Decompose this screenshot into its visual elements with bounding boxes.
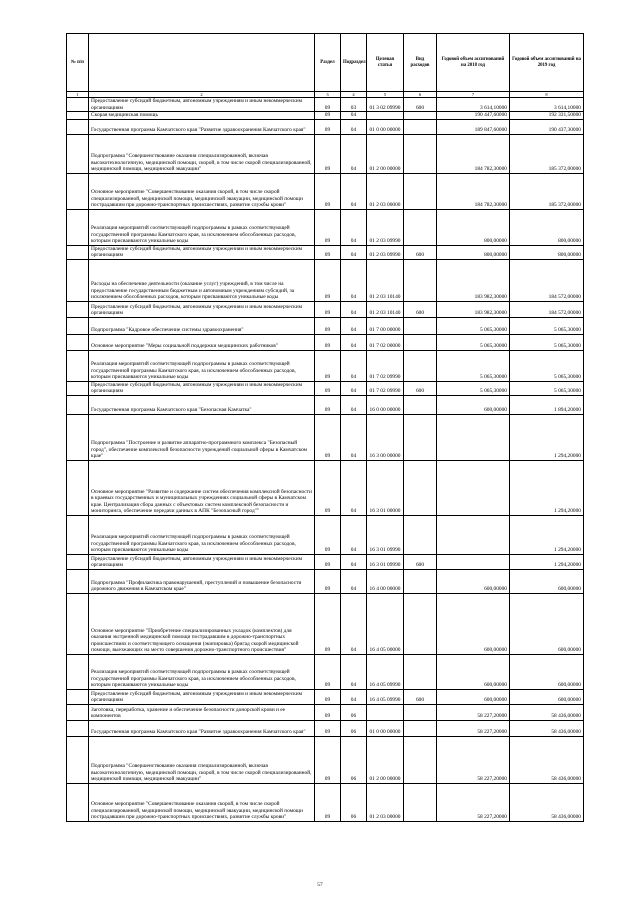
cell-name: Реализация мероприятий соответствующей подпрограммы в рамках соответствующей государственной программы Камчатского края, за исключением обособленных расходов, которым присваиваются уникальные коды bbox=[89, 209, 315, 245]
table-row bbox=[67, 593, 584, 654]
header-year-2018: Годовой объем ассигнований на 2018 год bbox=[437, 34, 510, 92]
page-number: 57 bbox=[317, 882, 323, 888]
cell-podrazdel: 04 bbox=[341, 301, 367, 317]
cell-name: Предоставление субсидий бюджетным, автономным учреждениям и иным некоммерческим организациям bbox=[89, 301, 315, 317]
cell-expense-type bbox=[404, 395, 437, 414]
cell-podrazdel: 04 bbox=[341, 350, 367, 381]
cell-year-2019: 800,00000 bbox=[510, 245, 584, 259]
cell-expense-type bbox=[404, 119, 437, 134]
header-num: № п/п bbox=[67, 34, 89, 92]
cell-target-article: 16 3 01 00000 bbox=[367, 460, 404, 515]
cell-razdel: 09 bbox=[315, 119, 341, 134]
cell-expense-type bbox=[404, 334, 437, 350]
cell-target-article: 01 2 03 09990 bbox=[367, 209, 404, 245]
cell-razdel: 09 bbox=[315, 334, 341, 350]
cell-year-2018: 5 065,30000 bbox=[437, 317, 510, 334]
cell-razdel: 09 bbox=[315, 554, 341, 569]
cell-year-2019: 5 065,30000 bbox=[510, 334, 584, 350]
table-row bbox=[67, 334, 584, 350]
table-row bbox=[67, 134, 584, 173]
cell-razdel: 09 bbox=[315, 209, 341, 245]
cell-num bbox=[67, 783, 89, 821]
table-row bbox=[67, 783, 584, 821]
cell-year-2018: 600,00000 bbox=[437, 593, 510, 654]
cell-expense-type: 600 bbox=[404, 381, 437, 395]
cell-expense-type bbox=[404, 460, 437, 515]
cell-name: Реализация мероприятий соответствующей подпрограммы в рамках соответствующей государственной программы Камчатского края, за исключением обособленных расходов, которым присваиваются уникальные коды bbox=[89, 515, 315, 554]
cell-razdel: 09 bbox=[315, 317, 341, 334]
cell-name: Реализация мероприятий соответствующей подпрограммы в рамках соответствующей государственной программы Камчатского края, за исключением обособленных расходов, которым присваиваются уникальные коды bbox=[89, 350, 315, 381]
cell-razdel: 09 bbox=[315, 245, 341, 259]
cell-target-article: 01 2 03 10140 bbox=[367, 301, 404, 317]
cell-name: Подпрограмма "Профилактика правонарушений, преступлений и повышение безопасности дорожного движения в Камчатском крае" bbox=[89, 569, 315, 593]
cell-target-article: 01 2 03 09990 bbox=[367, 245, 404, 259]
cell-year-2019: 58 436,00000 bbox=[510, 720, 584, 736]
table-row bbox=[67, 245, 584, 259]
cell-year-2018: 5 065,30000 bbox=[437, 334, 510, 350]
cell-podrazdel: 04 bbox=[341, 173, 367, 209]
column-number: 8 bbox=[510, 92, 584, 98]
cell-razdel: 09 bbox=[315, 98, 341, 112]
cell-expense-type bbox=[404, 317, 437, 334]
cell-expense-type bbox=[404, 654, 437, 689]
cell-name: Заготовка, переработка, хранение и обеспечение безопасности донорской крови и ее компонентов bbox=[89, 704, 315, 720]
cell-year-2018: 190 447,60000 bbox=[437, 112, 510, 120]
cell-num bbox=[67, 515, 89, 554]
cell-podrazdel: 04 bbox=[341, 689, 367, 704]
cell-num bbox=[67, 317, 89, 334]
cell-razdel: 09 bbox=[315, 736, 341, 783]
cell-year-2019: 600,00000 bbox=[510, 689, 584, 704]
cell-razdel: 09 bbox=[315, 301, 341, 317]
cell-num bbox=[67, 134, 89, 173]
table-row bbox=[67, 515, 584, 554]
cell-podrazdel: 04 bbox=[341, 119, 367, 134]
column-number: 5 bbox=[367, 92, 404, 98]
cell-razdel: 09 bbox=[315, 112, 341, 120]
cell-year-2018: 183 982,30000 bbox=[437, 259, 510, 301]
column-number: 3 bbox=[315, 92, 341, 98]
cell-num bbox=[67, 209, 89, 245]
cell-year-2019: 1 294,20000 bbox=[510, 515, 584, 554]
cell-target-article bbox=[367, 112, 404, 120]
header-year-2019: Годовой объем ассигнований на 2019 год bbox=[510, 34, 584, 92]
cell-year-2019: 1 894,20000 bbox=[510, 395, 584, 414]
cell-name: Основное мероприятие "Развитие и содержание систем обеспечения комплексной безопасности в краевых государственных и муниципальных учреждениях социальной сферы в Камчатском крае. Централизация сбора данных с объектовых систем комплексной безопасности и мониторинга, обеспечение передачи данных в АПК "Безопасный город"" bbox=[89, 460, 315, 515]
cell-podrazdel: 04 bbox=[341, 334, 367, 350]
cell-num bbox=[67, 736, 89, 783]
budget-table bbox=[66, 33, 584, 822]
cell-expense-type: 600 bbox=[404, 98, 437, 112]
cell-razdel: 09 bbox=[315, 654, 341, 689]
cell-razdel: 09 bbox=[315, 134, 341, 173]
cell-year-2019: 1 294,20000 bbox=[510, 554, 584, 569]
cell-name: Государственная программа Камчатского края "Развитие здравоохранения Камчатского края" bbox=[89, 119, 315, 134]
cell-target-article: 01 7 02 00000 bbox=[367, 334, 404, 350]
cell-num bbox=[67, 119, 89, 134]
cell-name: Основное мероприятие "Совершенствование оказания скорой, в том числе скорой специализированной, медицинской помощи, медицинской эвакуации, медицинской помощи пострадавшим при дорожно-транспортных происшествиях, развитие службы крови" bbox=[89, 173, 315, 209]
table-row bbox=[67, 554, 584, 569]
cell-target-article: 01 7 02 09990 bbox=[367, 381, 404, 395]
cell-num bbox=[67, 689, 89, 704]
cell-podrazdel: 04 bbox=[341, 259, 367, 301]
cell-name: Подпрограмма "Совершенствование оказания специализированной, включая высокотехнологичную, медицинской помощи, скорой, в том числе скорой специализированной, медицинской помощи, медицинской эвакуации" bbox=[89, 736, 315, 783]
cell-podrazdel: 04 bbox=[341, 593, 367, 654]
cell-year-2018: 5 065,30000 bbox=[437, 381, 510, 395]
table-row bbox=[67, 460, 584, 515]
cell-year-2018: 800,00000 bbox=[437, 245, 510, 259]
cell-razdel: 09 bbox=[315, 569, 341, 593]
cell-target-article: 01 2 00 00000 bbox=[367, 134, 404, 173]
cell-podrazdel: 04 bbox=[341, 209, 367, 245]
cell-year-2018: 600,00000 bbox=[437, 654, 510, 689]
cell-year-2018: 800,00000 bbox=[437, 209, 510, 245]
cell-name: Подпрограмма "Построение и развитие аппаратно-программного комплекса "Безопасный город", обеспечение комплексной безопасности учреждений социальной сферы в Камчатском крае" bbox=[89, 414, 315, 460]
cell-razdel: 09 bbox=[315, 350, 341, 381]
cell-num bbox=[67, 414, 89, 460]
cell-podrazdel: 04 bbox=[341, 654, 367, 689]
cell-target-article: 16 3 01 09990 bbox=[367, 554, 404, 569]
column-number: 4 bbox=[341, 92, 367, 98]
cell-expense-type: 600 bbox=[404, 554, 437, 569]
cell-year-2018: 5 065,30000 bbox=[437, 350, 510, 381]
cell-name: Предоставление субсидий бюджетным, автономным учреждениям и иным некоммерческим организациям bbox=[89, 381, 315, 395]
cell-year-2019: 185 372,00000 bbox=[510, 134, 584, 173]
cell-num bbox=[67, 350, 89, 381]
cell-year-2019: 58 436,00000 bbox=[510, 704, 584, 720]
table-row bbox=[67, 317, 584, 334]
cell-expense-type: 600 bbox=[404, 245, 437, 259]
cell-expense-type: 600 bbox=[404, 689, 437, 704]
cell-num bbox=[67, 334, 89, 350]
cell-year-2018 bbox=[437, 460, 510, 515]
column-number: 7 bbox=[437, 92, 510, 98]
cell-year-2018 bbox=[437, 554, 510, 569]
header-expense-type: Вид расходов bbox=[404, 34, 437, 92]
cell-name: Предоставление субсидий бюджетным, автономным учреждениям и иным некоммерческим организациям bbox=[89, 554, 315, 569]
cell-name: Государственная программа Камчатского края "Развитие здравоохранения Камчатского края" bbox=[89, 720, 315, 736]
cell-expense-type bbox=[404, 350, 437, 381]
table-row bbox=[67, 395, 584, 414]
cell-year-2019: 1 294,20000 bbox=[510, 414, 584, 460]
cell-num bbox=[67, 593, 89, 654]
column-number: 1 bbox=[67, 92, 89, 98]
cell-podrazdel: 04 bbox=[341, 134, 367, 173]
cell-target-article: 01 0 00 00000 bbox=[367, 720, 404, 736]
cell-year-2018 bbox=[437, 414, 510, 460]
cell-year-2019: 184 572,00000 bbox=[510, 301, 584, 317]
cell-target-article: 01 2 00 00000 bbox=[367, 736, 404, 783]
cell-podrazdel: 06 bbox=[341, 736, 367, 783]
cell-target-article: 16 4 05 09990 bbox=[367, 689, 404, 704]
cell-num bbox=[67, 460, 89, 515]
budget-document bbox=[66, 33, 583, 822]
cell-expense-type bbox=[404, 736, 437, 783]
cell-year-2018: 58 227,20000 bbox=[437, 736, 510, 783]
cell-num bbox=[67, 395, 89, 414]
cell-num bbox=[67, 245, 89, 259]
table-row bbox=[67, 704, 584, 720]
cell-name: Основное мероприятие "Меры социальной поддержки медицинских работников" bbox=[89, 334, 315, 350]
cell-year-2019: 800,00000 bbox=[510, 209, 584, 245]
cell-target-article: 16 3 00 00000 bbox=[367, 414, 404, 460]
table-row bbox=[67, 173, 584, 209]
cell-year-2019: 58 436,00000 bbox=[510, 783, 584, 821]
cell-razdel: 09 bbox=[315, 515, 341, 554]
cell-razdel: 09 bbox=[315, 173, 341, 209]
column-number: 6 bbox=[404, 92, 437, 98]
cell-target-article: 01 3 02 09990 bbox=[367, 98, 404, 112]
cell-year-2019: 58 436,00000 bbox=[510, 736, 584, 783]
cell-year-2018: 184 782,30000 bbox=[437, 173, 510, 209]
table-row bbox=[67, 259, 584, 301]
table-row bbox=[67, 209, 584, 245]
cell-podrazdel: 04 bbox=[341, 569, 367, 593]
cell-target-article: 01 0 00 00000 bbox=[367, 119, 404, 134]
table-row bbox=[67, 569, 584, 593]
table-row bbox=[67, 414, 584, 460]
cell-razdel: 09 bbox=[315, 704, 341, 720]
table-row bbox=[67, 736, 584, 783]
cell-podrazdel: 04 bbox=[341, 317, 367, 334]
cell-razdel: 09 bbox=[315, 689, 341, 704]
cell-razdel: 09 bbox=[315, 381, 341, 395]
cell-expense-type: 600 bbox=[404, 301, 437, 317]
cell-razdel: 09 bbox=[315, 395, 341, 414]
cell-num bbox=[67, 704, 89, 720]
cell-year-2019: 600,00000 bbox=[510, 569, 584, 593]
table-row bbox=[67, 301, 584, 317]
cell-name: Подпрограмма "Кадровое обеспечение системы здравоохранения" bbox=[89, 317, 315, 334]
cell-name: Предоставление субсидий бюджетным, автономным учреждениям и иным некоммерческим организациям bbox=[89, 689, 315, 704]
cell-name: Государственная программа Камчатского края "Безопасная Камчатка" bbox=[89, 395, 315, 414]
cell-year-2019: 600,00000 bbox=[510, 654, 584, 689]
cell-year-2019: 5 065,30000 bbox=[510, 317, 584, 334]
cell-expense-type bbox=[404, 209, 437, 245]
cell-year-2018: 58 227,20000 bbox=[437, 704, 510, 720]
cell-podrazdel: 04 bbox=[341, 245, 367, 259]
cell-year-2018: 183 982,30000 bbox=[437, 301, 510, 317]
cell-name: Скорая медицинская помощь bbox=[89, 112, 315, 120]
cell-year-2018: 58 227,20000 bbox=[437, 720, 510, 736]
table-header-row bbox=[67, 34, 584, 92]
cell-name: Основное мероприятие "Совершенствование оказания скорой, в том числе скорой специализированной, медицинской помощи, медицинской эвакуации, медицинской помощи пострадавшим при дорожно-транспортных происшествиях, развитие службы крови" bbox=[89, 783, 315, 821]
cell-year-2018: 3 614,10000 bbox=[437, 98, 510, 112]
table-row bbox=[67, 689, 584, 704]
cell-num bbox=[67, 173, 89, 209]
cell-name: Расходы на обеспечение деятельности (оказание услуг) учреждений, в том числе на предоставление государственным бюджетным и автономным учреждениям субсидий, за исключением обособленных расходов, которым присваиваются уникальные коды bbox=[89, 259, 315, 301]
cell-podrazdel: 03 bbox=[341, 98, 367, 112]
cell-target-article: 01 7 00 00000 bbox=[367, 317, 404, 334]
table-body bbox=[67, 98, 584, 822]
cell-year-2018: 189 847,60000 bbox=[437, 119, 510, 134]
cell-expense-type bbox=[404, 569, 437, 593]
table-row bbox=[67, 350, 584, 381]
cell-year-2019: 3 614,10000 bbox=[510, 98, 584, 112]
header-podrazdel: Подраздел bbox=[341, 34, 367, 92]
header-razdel: Раздел bbox=[315, 34, 341, 92]
cell-expense-type bbox=[404, 593, 437, 654]
cell-num bbox=[67, 569, 89, 593]
cell-podrazdel: 04 bbox=[341, 460, 367, 515]
cell-year-2019: 185 372,00000 bbox=[510, 173, 584, 209]
cell-expense-type bbox=[404, 720, 437, 736]
cell-target-article: 01 2 03 00000 bbox=[367, 783, 404, 821]
cell-num bbox=[67, 654, 89, 689]
table-row bbox=[67, 119, 584, 134]
cell-target-article: 16 0 00 00000 bbox=[367, 395, 404, 414]
cell-year-2019: 184 572,00000 bbox=[510, 259, 584, 301]
cell-year-2019: 190 437,30000 bbox=[510, 119, 584, 134]
cell-year-2018 bbox=[437, 515, 510, 554]
cell-razdel: 09 bbox=[315, 259, 341, 301]
cell-year-2018: 600,00000 bbox=[437, 569, 510, 593]
cell-target-article: 16 4 00 00000 bbox=[367, 569, 404, 593]
column-number: 2 bbox=[89, 92, 315, 98]
cell-name: Реализация мероприятий соответствующей подпрограммы в рамках соответствующей государственной программы Камчатского края, за исключением обособленных расходов, которым присваиваются уникальные коды bbox=[89, 654, 315, 689]
cell-podrazdel: 04 bbox=[341, 515, 367, 554]
cell-razdel: 09 bbox=[315, 720, 341, 736]
cell-podrazdel: 04 bbox=[341, 395, 367, 414]
table-row bbox=[67, 381, 584, 395]
cell-year-2018: 58 227,20000 bbox=[437, 783, 510, 821]
cell-year-2019: 1 294,20000 bbox=[510, 460, 584, 515]
cell-expense-type bbox=[404, 259, 437, 301]
cell-expense-type bbox=[404, 414, 437, 460]
cell-name: Предоставление субсидий бюджетным, автономным учреждениям и иным некоммерческим организациям bbox=[89, 98, 315, 112]
cell-year-2018: 600,00000 bbox=[437, 689, 510, 704]
cell-name: Предоставление субсидий бюджетным, автономным учреждениям и иным некоммерческим организациям bbox=[89, 245, 315, 259]
table-row bbox=[67, 720, 584, 736]
cell-razdel: 09 bbox=[315, 593, 341, 654]
cell-year-2019: 5 065,30000 bbox=[510, 381, 584, 395]
cell-target-article bbox=[367, 704, 404, 720]
cell-num bbox=[67, 259, 89, 301]
cell-razdel: 09 bbox=[315, 460, 341, 515]
cell-podrazdel: 06 bbox=[341, 720, 367, 736]
cell-target-article: 16 3 01 09990 bbox=[367, 515, 404, 554]
header-name bbox=[89, 34, 315, 92]
cell-num bbox=[67, 112, 89, 120]
cell-expense-type bbox=[404, 134, 437, 173]
cell-name: Подпрограмма "Совершенствование оказания специализированной, включая высокотехнологичную, медицинской помощи, скорой, в том числе скорой специализированной, медицинской помощи, медицинской эвакуации" bbox=[89, 134, 315, 173]
cell-target-article: 01 7 02 09990 bbox=[367, 350, 404, 381]
cell-expense-type bbox=[404, 515, 437, 554]
header-target-article: Целевая статья bbox=[367, 34, 404, 92]
cell-num bbox=[67, 381, 89, 395]
cell-podrazdel: 04 bbox=[341, 112, 367, 120]
cell-target-article: 01 2 03 00000 bbox=[367, 173, 404, 209]
cell-podrazdel: 04 bbox=[341, 554, 367, 569]
cell-year-2019: 192 331,50000 bbox=[510, 112, 584, 120]
cell-expense-type bbox=[404, 112, 437, 120]
cell-podrazdel: 06 bbox=[341, 704, 367, 720]
cell-year-2018: 600,00000 bbox=[437, 395, 510, 414]
cell-podrazdel: 06 bbox=[341, 783, 367, 821]
cell-razdel: 09 bbox=[315, 783, 341, 821]
cell-podrazdel: 04 bbox=[341, 381, 367, 395]
cell-target-article: 16 4 05 09990 bbox=[367, 654, 404, 689]
cell-podrazdel: 04 bbox=[341, 414, 367, 460]
cell-year-2019: 600,00000 bbox=[510, 593, 584, 654]
cell-target-article: 16 4 05 00000 bbox=[367, 593, 404, 654]
cell-year-2019: 5 065,30000 bbox=[510, 350, 584, 381]
cell-name: Основное мероприятие "Приобретение специализированных укладок (комплектов) для оказания экстренной медицинской помощи пострадавшим в дорожно-транспортных происшествиях и соответствующего оснащения (экипировка) бригад скорой медицинской помощи, выезжающих на место совершения дорожно-транспортного происшествия" bbox=[89, 593, 315, 654]
cell-year-2018: 184 782,30000 bbox=[437, 134, 510, 173]
cell-num bbox=[67, 301, 89, 317]
table-row bbox=[67, 98, 584, 112]
cell-num bbox=[67, 554, 89, 569]
cell-expense-type bbox=[404, 173, 437, 209]
cell-expense-type bbox=[404, 783, 437, 821]
table-row bbox=[67, 654, 584, 689]
table-row bbox=[67, 112, 584, 120]
cell-expense-type bbox=[404, 704, 437, 720]
cell-num bbox=[67, 98, 89, 112]
cell-razdel: 09 bbox=[315, 414, 341, 460]
cell-target-article: 01 2 03 10140 bbox=[367, 259, 404, 301]
cell-num bbox=[67, 720, 89, 736]
